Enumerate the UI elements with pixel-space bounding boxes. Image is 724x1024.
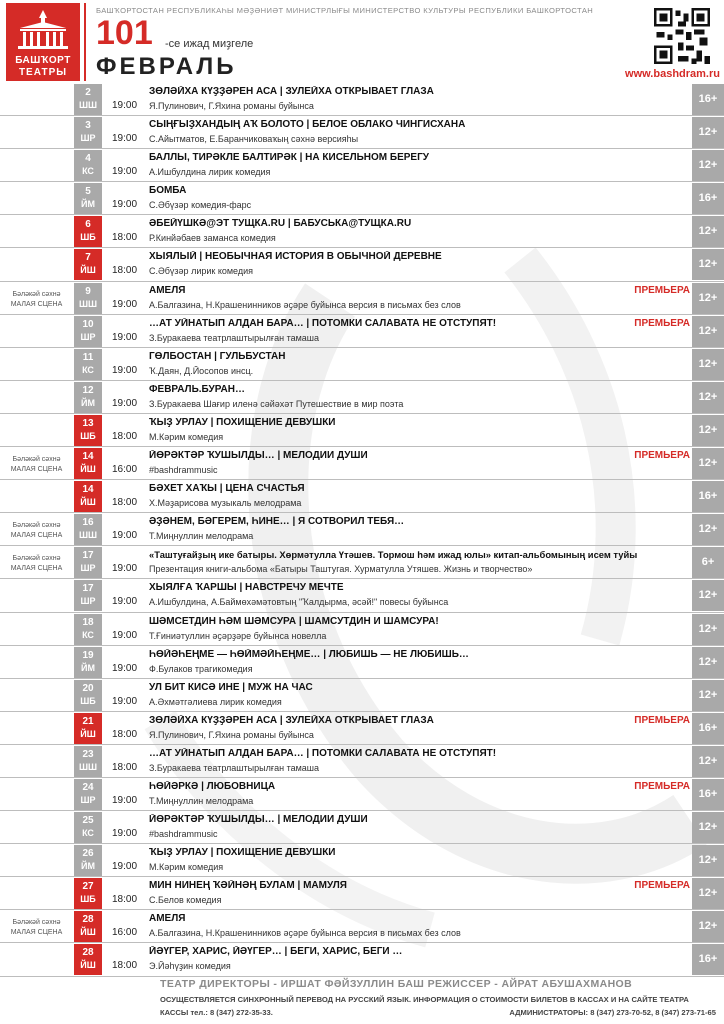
table-row bbox=[0, 910, 724, 943]
weekday: ШШ bbox=[78, 530, 98, 541]
age-rating-badge: 12+ bbox=[692, 911, 724, 942]
day-number: 16 bbox=[82, 517, 94, 529]
day-number: 14 bbox=[82, 484, 94, 496]
weekday: КС bbox=[82, 166, 94, 177]
day-number: 4 bbox=[85, 153, 91, 165]
header-divider bbox=[84, 3, 86, 81]
table-row bbox=[0, 513, 724, 546]
table-row bbox=[0, 745, 724, 778]
age-rating-badge: 12+ bbox=[692, 647, 724, 678]
age-rating-badge: 12+ bbox=[692, 680, 724, 711]
show-title[interactable]: БАЛЛЫ, ТИРӘКЛЕ БАЛТИРӘК | НА КИСЕЛЬНОМ БЕРЕГУ bbox=[149, 152, 429, 164]
weekday: ШР bbox=[80, 331, 96, 342]
table-row bbox=[0, 877, 724, 910]
table-row bbox=[0, 480, 724, 513]
date-badge bbox=[74, 283, 102, 314]
show-title[interactable]: ҠЫҘ УРЛАУ | ПОХИЩЕНИЕ ДЕВУШКИ bbox=[149, 847, 336, 859]
show-title[interactable]: …АТ УЙНАТЫП АЛДАН БАРА… | ПОТОМКИ САЛАВАТА НЕ ОТСТУПЯТ! bbox=[149, 747, 497, 759]
date-badge bbox=[74, 183, 102, 214]
day-number: 19 bbox=[82, 649, 94, 661]
cashbox-phone: КАССЫ тел.: 8 (347) 272-35-33. bbox=[160, 1008, 273, 1017]
day-number: 13 bbox=[82, 417, 94, 429]
stage-label bbox=[0, 83, 73, 115]
weekday: ЙШ bbox=[80, 497, 96, 508]
table-row bbox=[0, 315, 724, 348]
poster-header bbox=[0, 0, 724, 84]
website-link[interactable]: www.bashdram.ru bbox=[625, 68, 720, 80]
show-title[interactable]: ХЫЯЛҒА ҠАРШЫ | НАВСТРЕЧУ МЕЧТЕ bbox=[149, 582, 344, 594]
show-title[interactable]: ХЫЯЛЫЙ | НЕОБЫЧНАЯ ИСТОРИЯ В ОБЫЧНОЙ ДЕРЕВНЕ bbox=[149, 251, 442, 263]
weekday: ЙШ bbox=[80, 464, 96, 475]
show-subtitle: Т.Ғиниәтуллин әҫәрҙәре буйынса новелла bbox=[149, 630, 327, 641]
show-subtitle: С.Әбүзәр комедия-фарс bbox=[149, 200, 252, 211]
table-row bbox=[0, 381, 724, 414]
show-time: 19:00 bbox=[112, 331, 138, 343]
show-subtitle: А.Әхмәтгәлиева лирик комедия bbox=[149, 696, 282, 707]
theatre-building-icon bbox=[14, 8, 72, 52]
show-subtitle: А.Балгазина, Н.Крашенинников әҫәре буйынса версия в письмах без слов bbox=[149, 928, 461, 939]
stage-label bbox=[0, 745, 73, 777]
day-number: 21 bbox=[82, 715, 94, 727]
logo-line-1: БАШҠОРТ bbox=[15, 55, 71, 66]
show-time: 18:00 bbox=[112, 728, 138, 740]
stage-label bbox=[0, 646, 73, 678]
age-rating-badge: 12+ bbox=[692, 150, 724, 181]
table-row bbox=[0, 248, 724, 281]
show-subtitle: З.Буракаева театрлаштырылған тамаша bbox=[149, 332, 320, 343]
date-badge bbox=[74, 349, 102, 380]
stage-label: Бәләкәй сәхнә МАЛАЯ СЦЕНА bbox=[10, 456, 63, 474]
show-title[interactable]: ЙӨРӘКТӘР ҠУШЫЛДЫ… | МЕЛОДИИ ДУШИ bbox=[149, 450, 368, 462]
weekday: ШШ bbox=[78, 298, 98, 309]
show-time: 18:00 bbox=[112, 265, 138, 277]
date-badge bbox=[74, 415, 102, 446]
show-subtitle: #bashdrammusic bbox=[149, 465, 218, 476]
table-row bbox=[0, 778, 724, 811]
contacts-line bbox=[160, 1008, 720, 1017]
date-badge bbox=[74, 680, 102, 711]
show-time: 19:00 bbox=[112, 629, 138, 641]
show-title[interactable]: ГӨЛБОСТАН | ГУЛЬБУСТАН bbox=[149, 350, 286, 362]
age-rating-badge: 16+ bbox=[692, 944, 724, 975]
age-rating-badge: 12+ bbox=[692, 746, 724, 777]
table-row bbox=[0, 182, 724, 215]
stage-label bbox=[0, 215, 73, 247]
day-number: 3 bbox=[85, 120, 91, 132]
weekday: ШБ bbox=[80, 695, 96, 706]
show-title[interactable]: БОМБА bbox=[149, 185, 187, 197]
table-row bbox=[0, 811, 724, 844]
show-time: 19:00 bbox=[112, 662, 138, 674]
age-rating-badge: 16+ bbox=[692, 779, 724, 810]
table-row bbox=[0, 613, 724, 646]
show-subtitle: А.Ишбулдина, А.Баймөхәмәтовтың "Ҡалдырма, әсәй!" повесы буйынса bbox=[149, 597, 449, 608]
weekday: КС bbox=[82, 629, 94, 640]
table-row bbox=[0, 116, 724, 149]
age-rating-badge: 12+ bbox=[692, 117, 724, 148]
weekday: КС bbox=[82, 828, 94, 839]
anniversary-text: -се ижад миҙгеле bbox=[165, 38, 254, 50]
show-time: 18:00 bbox=[112, 430, 138, 442]
date-badge bbox=[74, 84, 102, 115]
age-rating-badge: 12+ bbox=[692, 812, 724, 843]
table-row bbox=[0, 943, 724, 976]
table-row bbox=[0, 348, 724, 381]
date-badge bbox=[74, 216, 102, 247]
stage-label bbox=[0, 844, 73, 876]
show-subtitle: Т.Миңнуллин мелодрама bbox=[149, 531, 254, 542]
show-subtitle: С.Әбүзәр лирик комедия bbox=[149, 266, 254, 277]
day-number: 25 bbox=[82, 815, 94, 827]
stage-label bbox=[0, 480, 73, 512]
show-subtitle: А.Ишбулдина лирик комедия bbox=[149, 167, 271, 178]
stage-label bbox=[0, 414, 73, 446]
show-time: 18:00 bbox=[112, 761, 138, 773]
table-row bbox=[0, 447, 724, 480]
theatre-logo bbox=[6, 3, 80, 81]
day-number: 11 bbox=[82, 351, 94, 363]
show-subtitle: А.Балгазина, Н.Крашенинников әҫәре буйынса версия в письмах без слов bbox=[149, 299, 461, 310]
date-badge bbox=[74, 150, 102, 181]
age-rating-badge: 6+ bbox=[692, 547, 724, 578]
show-subtitle: С.Белов комедия bbox=[149, 895, 222, 906]
age-rating-badge: 12+ bbox=[692, 316, 724, 347]
weekday: ШР bbox=[80, 794, 96, 805]
weekday: КС bbox=[82, 364, 94, 375]
weekday: ШБ bbox=[80, 894, 96, 905]
table-row bbox=[0, 83, 724, 116]
table-row bbox=[0, 844, 724, 877]
stage-label: Бәләкәй сәхнә МАЛАЯ СЦЕНА bbox=[10, 522, 63, 540]
day-number: 14 bbox=[82, 451, 94, 463]
show-title[interactable]: МИН НИНЕҢ ҠӘЙНӘҢ БУЛАМ | МАМУЛЯ bbox=[149, 880, 347, 892]
table-row bbox=[0, 679, 724, 712]
age-rating-badge: 12+ bbox=[692, 249, 724, 280]
table-row bbox=[0, 579, 724, 612]
show-title[interactable]: ШӘМСЕТДИН ҺӘМ ШӘМСУРА | ШАМСУТДИН И ШАМСУРА! bbox=[149, 615, 439, 627]
show-time: 19:00 bbox=[112, 397, 138, 409]
show-time: 19:00 bbox=[112, 563, 138, 575]
weekday: ШШ bbox=[78, 761, 98, 772]
stage-label bbox=[0, 149, 73, 181]
age-rating-badge: 12+ bbox=[692, 216, 724, 247]
stage-label bbox=[0, 579, 73, 611]
day-number: 28 bbox=[82, 914, 94, 926]
show-title[interactable]: ҺӨЙӘРКӘ | ЛЮБОВНИЦА bbox=[149, 780, 276, 792]
show-subtitle: З.Буракаева театрлаштырылған тамаша bbox=[149, 762, 320, 773]
show-time: 19:00 bbox=[112, 530, 138, 542]
show-title[interactable]: ЙӘҮГЕР, ХАРИС, ЙӘҮГЕР… | БЕГИ, ХАРИС, БЕГИ … bbox=[149, 946, 403, 958]
day-number: 18 bbox=[82, 616, 94, 628]
day-number: 9 bbox=[85, 285, 91, 297]
table-row bbox=[0, 149, 724, 182]
show-subtitle: Я.Пулинович, Г.Яхина романы буйынса bbox=[149, 101, 314, 111]
show-time: 19:00 bbox=[112, 695, 138, 707]
poster-footer bbox=[0, 975, 724, 1024]
stage-label bbox=[0, 381, 73, 413]
day-number: 24 bbox=[82, 781, 94, 793]
date-badge bbox=[74, 481, 102, 512]
age-rating-badge: 12+ bbox=[692, 283, 724, 314]
date-badge bbox=[74, 448, 102, 479]
premiere-badge: ПРЕМЬЕРА bbox=[634, 714, 690, 726]
stage-label bbox=[0, 248, 73, 280]
show-subtitle: #bashdrammusic bbox=[149, 829, 218, 840]
show-title[interactable]: СЫҢҒЫҘХАНДЫҢ АҠ БОЛОТО | БЕЛОЕ ОБЛАКО ЧИНГИСХАНА bbox=[149, 119, 466, 131]
stage-label: Бәләкәй сәхнә МАЛАЯ СЦЕНА bbox=[10, 555, 63, 573]
age-rating-badge: 12+ bbox=[692, 382, 724, 413]
show-time: 19:00 bbox=[112, 199, 138, 211]
show-time: 19:00 bbox=[112, 794, 138, 806]
show-subtitle: С.Айытматов, Е.Баранчиковаҡың сәхнә версияһы bbox=[149, 134, 359, 145]
schedule-table bbox=[0, 83, 724, 977]
show-time: 18:00 bbox=[112, 894, 138, 906]
weekday: ЙШ bbox=[80, 728, 96, 739]
show-time: 19:00 bbox=[112, 596, 138, 608]
date-badge bbox=[74, 779, 102, 810]
show-time: 19:00 bbox=[112, 298, 138, 310]
show-subtitle: Презентация книги-альбома «Батыры Таштугая. Хурматулла Утяшев. Жизнь и творчество» bbox=[149, 564, 533, 575]
age-rating-badge: 16+ bbox=[692, 183, 724, 214]
stage-label bbox=[0, 943, 73, 975]
date-badge bbox=[74, 845, 102, 876]
show-subtitle: Э.Йәһүҙин комедия bbox=[149, 961, 231, 972]
day-number: 2 bbox=[85, 87, 91, 98]
show-subtitle: Р.Кинйәбаев заманса комедия bbox=[149, 233, 276, 244]
show-time: 18:00 bbox=[112, 960, 138, 972]
show-title[interactable]: ӘБЕЙҮШКӘ@ЭТ ТУЩКА.RU | БАБУСЬКА@ТУЩКА.RU bbox=[149, 218, 412, 230]
day-number: 10 bbox=[82, 318, 94, 330]
weekday: ШБ bbox=[80, 232, 96, 243]
date-badge bbox=[74, 911, 102, 942]
show-subtitle: Я.Пулинович, Г.Яхина романы буйынса bbox=[149, 729, 314, 740]
table-row bbox=[0, 282, 724, 315]
day-number: 7 bbox=[85, 252, 91, 264]
translation-note: ОСУЩЕСТВЛЯЕТСЯ СИНХРОННЫЙ ПЕРЕВОД НА РУССКИЙ ЯЗЫК. ИНФОРМАЦИЯ О СТОИМОСТИ БИЛЕТОВ В КАССАХ И НА САЙТЕ ТЕАТРА bbox=[160, 995, 689, 1004]
day-number: 12 bbox=[82, 384, 94, 396]
qr-code-icon bbox=[654, 8, 710, 64]
show-time: 19:00 bbox=[112, 133, 138, 145]
show-subtitle: М.Кәрим комедия bbox=[149, 431, 224, 442]
date-badge bbox=[74, 878, 102, 909]
show-title[interactable]: …АТ УЙНАТЫП АЛДАН БАРА… | ПОТОМКИ САЛАВАТА НЕ ОТСТУПЯТ! bbox=[149, 317, 497, 329]
show-title[interactable]: ЗӨЛӘЙХА КҮҘҘӘРЕН АСА | ЗУЛЕЙХА ОТКРЫВАЕТ ГЛАЗА bbox=[149, 86, 434, 97]
stage-label: Бәләкәй сәхнә МАЛАЯ СЦЕНА bbox=[10, 290, 63, 308]
weekday: ЙШ bbox=[80, 960, 96, 971]
stage-label bbox=[0, 679, 73, 711]
show-time: 16:00 bbox=[112, 927, 138, 939]
table-row bbox=[0, 414, 724, 447]
date-badge bbox=[74, 580, 102, 611]
date-badge bbox=[74, 382, 102, 413]
age-rating-badge: 12+ bbox=[692, 845, 724, 876]
show-subtitle: Т.Миңнуллин мелодрама bbox=[149, 795, 254, 806]
weekday: ЙМ bbox=[81, 861, 95, 872]
stage-label bbox=[0, 182, 73, 214]
premiere-badge: ПРЕМЬЕРА bbox=[634, 880, 690, 892]
show-title[interactable]: ҠЫҘ УРЛАУ | ПОХИЩЕНИЕ ДЕВУШКИ bbox=[149, 416, 336, 428]
age-rating-badge: 12+ bbox=[692, 614, 724, 645]
show-title[interactable]: ҺӨЙӘҺЕҢМЕ — ҺӨЙМӘЙҺЕҢМЕ… | ЛЮБИШЬ — НЕ ЛЮБИШЬ… bbox=[149, 648, 469, 660]
show-subtitle: З.Буракаева Шағир иленә сәйәхәт Путешествие в мир поэта bbox=[149, 398, 404, 409]
date-badge bbox=[74, 117, 102, 148]
age-rating-badge: 12+ bbox=[692, 878, 724, 909]
stage-label bbox=[0, 877, 73, 909]
show-title[interactable]: ФЕВРАЛЬ.БУРАН… bbox=[149, 383, 245, 395]
admin-phones: АДМИНИСТРАТОРЫ: 8 (347) 273-70-52, 8 (347) 273-71-65 bbox=[509, 1008, 716, 1017]
table-row bbox=[0, 646, 724, 679]
stage-label bbox=[0, 348, 73, 380]
stage-label bbox=[0, 811, 73, 843]
show-time: 19:00 bbox=[112, 828, 138, 840]
month-title: ФЕВРАЛЬ bbox=[96, 53, 237, 80]
show-title[interactable]: АМЕЛЯ bbox=[149, 913, 186, 925]
show-subtitle: Х.Мәҙарисова музыкаль мелодрама bbox=[149, 498, 302, 509]
date-badge bbox=[74, 316, 102, 347]
weekday: ЙМ bbox=[81, 397, 95, 408]
stage-label bbox=[0, 613, 73, 645]
show-time: 19:00 bbox=[112, 100, 138, 111]
premiere-badge: ПРЕМЬЕРА bbox=[634, 284, 690, 296]
age-rating-badge: 16+ bbox=[692, 713, 724, 744]
show-time: 18:00 bbox=[112, 232, 138, 244]
date-badge bbox=[74, 713, 102, 744]
date-badge bbox=[74, 547, 102, 578]
date-badge bbox=[74, 514, 102, 545]
day-number: 5 bbox=[85, 186, 91, 198]
day-number: 23 bbox=[82, 748, 94, 760]
weekday: ШШ bbox=[78, 100, 98, 110]
show-time: 16:00 bbox=[112, 464, 138, 476]
date-badge bbox=[74, 746, 102, 777]
show-title[interactable]: ЗӨЛӘЙХА КҮҘҘӘРЕН АСА | ЗУЛЕЙХА ОТКРЫВАЕТ ГЛАЗА bbox=[149, 714, 434, 726]
show-time: 19:00 bbox=[112, 861, 138, 873]
day-number: 17 bbox=[82, 583, 94, 595]
date-badge bbox=[74, 614, 102, 645]
table-row bbox=[0, 546, 724, 579]
date-badge bbox=[74, 812, 102, 843]
age-rating-badge: 16+ bbox=[692, 84, 724, 115]
date-badge bbox=[74, 249, 102, 280]
stage-label bbox=[0, 116, 73, 148]
age-rating-badge: 16+ bbox=[692, 481, 724, 512]
weekday: ЙШ bbox=[80, 265, 96, 276]
anniversary-number: 101 bbox=[96, 14, 153, 52]
show-time: 18:00 bbox=[112, 497, 138, 509]
weekday: ЙМ bbox=[81, 662, 95, 673]
show-time: 19:00 bbox=[112, 166, 138, 178]
show-subtitle: Ҡ.Даян, Д.Йосопов инсц. bbox=[149, 365, 254, 376]
directors-line: ТЕАТР ДИРЕКТОРЫ - ИРШАТ ФӘЙЗУЛЛИН БАШ РЕЖИССЕР - АЙРАТ АБУШАХМАНОВ bbox=[160, 978, 633, 990]
day-number: 17 bbox=[82, 550, 94, 562]
show-title[interactable]: БӘХЕТ ХАҠЫ | ЦЕНА СЧАСТЬЯ bbox=[149, 483, 305, 495]
weekday: ЙМ bbox=[81, 199, 95, 210]
premiere-badge: ПРЕМЬЕРА bbox=[634, 780, 690, 792]
day-number: 27 bbox=[82, 881, 94, 893]
age-rating-badge: 12+ bbox=[692, 448, 724, 479]
show-title[interactable]: «Таштуғайҙың ике батыры. Хөрмәтулла Үтәшев. Тормош һәм ижад юлы» китап-альбомының исем туйы bbox=[149, 549, 638, 561]
weekday: ЙШ bbox=[80, 927, 96, 938]
weekday: ШР bbox=[80, 133, 96, 144]
weekday: ШБ bbox=[80, 430, 96, 441]
weekday: ШР bbox=[80, 563, 96, 574]
stage-label bbox=[0, 778, 73, 810]
stage-label: Бәләкәй сәхнә МАЛАЯ СЦЕНА bbox=[10, 919, 63, 937]
day-number: 20 bbox=[82, 682, 94, 694]
date-badge bbox=[74, 647, 102, 678]
day-number: 26 bbox=[82, 848, 94, 860]
show-subtitle: Ф.Булаков трагикомедия bbox=[149, 663, 253, 674]
table-row bbox=[0, 712, 724, 745]
table-row bbox=[0, 215, 724, 248]
age-rating-badge: 12+ bbox=[692, 415, 724, 446]
show-title[interactable]: УЛ БИТ КИСӘ ИНЕ | МУЖ НА ЧАС bbox=[149, 681, 313, 693]
show-subtitle: М.Кәрим комедия bbox=[149, 862, 224, 873]
logo-line-2: ТЕАТРЫ bbox=[18, 67, 68, 78]
age-rating-badge: 12+ bbox=[692, 580, 724, 611]
weekday: ШР bbox=[80, 596, 96, 607]
premiere-badge: ПРЕМЬЕРА bbox=[634, 450, 690, 462]
date-badge bbox=[74, 944, 102, 975]
stage-label bbox=[0, 712, 73, 744]
show-time: 19:00 bbox=[112, 364, 138, 376]
day-number: 6 bbox=[85, 219, 91, 231]
age-rating-badge: 12+ bbox=[692, 349, 724, 380]
ministry-line: БАШҠОРТОСТАН РЕСПУБЛИКАҺЫ МӘҘӘНИӘТ МИНИСТРЛЫҒЫ МИНИСТЕРСТВО КУЛЬТУРЫ РЕСПУБЛИКИ БАШКОРТОСТАН bbox=[96, 6, 594, 15]
age-rating-badge: 12+ bbox=[692, 514, 724, 545]
show-title[interactable]: ЙӨРӘКТӘР ҠУШЫЛДЫ… | МЕЛОДИИ ДУШИ bbox=[149, 814, 368, 826]
show-title[interactable]: ӘҘӘНЕМ, БӘГЕРЕМ, ҺИНЕ… | Я СОТВОРИЛ ТЕБЯ… bbox=[149, 516, 405, 528]
premiere-badge: ПРЕМЬЕРА bbox=[634, 317, 690, 329]
show-title[interactable]: АМЕЛЯ bbox=[149, 284, 186, 296]
stage-label bbox=[0, 315, 73, 347]
day-number: 28 bbox=[82, 947, 94, 959]
